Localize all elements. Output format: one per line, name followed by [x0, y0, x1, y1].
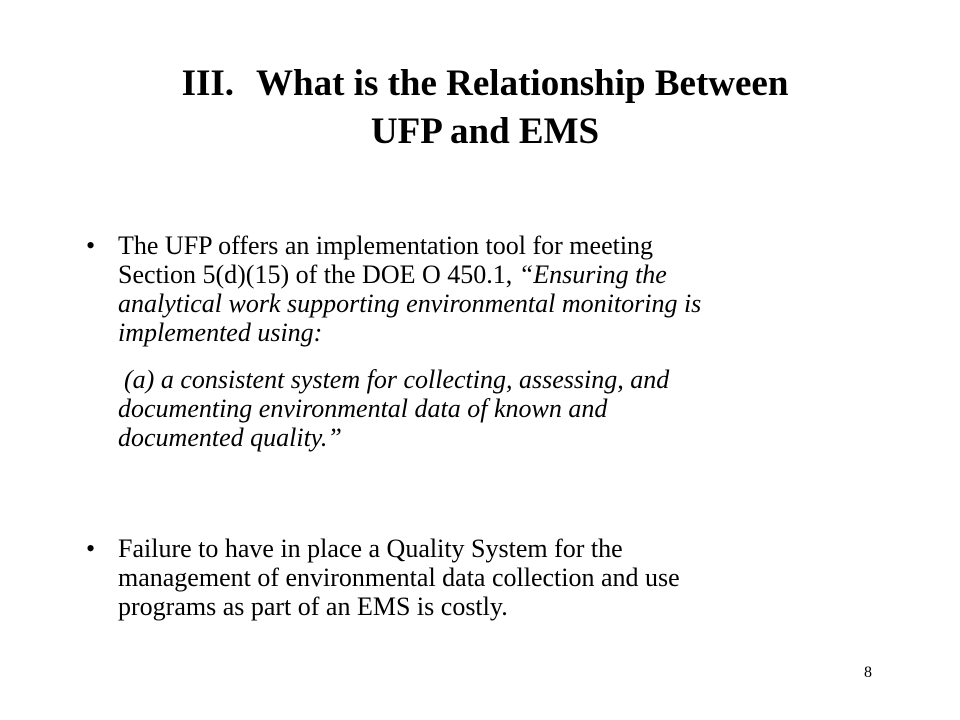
quote-start: “Ensuring the	[518, 260, 667, 289]
title-line-2: UFP and EMS	[370, 111, 600, 152]
bullet-marker: •	[86, 534, 96, 563]
bullet-line: Failure to have in place a Quality System for the	[118, 534, 623, 563]
bullet-failure-cost	[86, 534, 876, 621]
quote-line: analytical work supporting environmental monitoring is	[118, 289, 702, 318]
bullet-line-text: Section 5(d)(15) of the DOE O 450.1,	[118, 260, 519, 289]
slide-title	[120, 60, 850, 156]
quote-line: documenting environmental data of known and	[118, 394, 608, 423]
bullet-ufp-tool	[86, 231, 876, 452]
bullet-body	[118, 534, 876, 621]
bullet-line: programs as part of an EMS is costly.	[118, 592, 508, 621]
bullet-line	[118, 260, 876, 289]
sub-item-a	[118, 365, 876, 452]
quote-line: (a) a consistent system for collecting, assessing, and	[124, 365, 670, 394]
page-number: 8	[864, 664, 872, 681]
bullet-body	[118, 231, 876, 452]
quote-line: documented quality.”	[118, 423, 342, 452]
bullet-marker: •	[86, 231, 96, 260]
bullet-line: management of environmental data collection and use	[118, 563, 680, 592]
quote-line: implemented using:	[118, 318, 323, 347]
section-number: III.	[181, 63, 235, 104]
title-line-1	[120, 60, 850, 108]
title-text-1: What is the Relationship Between	[256, 63, 789, 104]
bullet-line: The UFP offers an implementation tool for meeting	[118, 231, 654, 260]
